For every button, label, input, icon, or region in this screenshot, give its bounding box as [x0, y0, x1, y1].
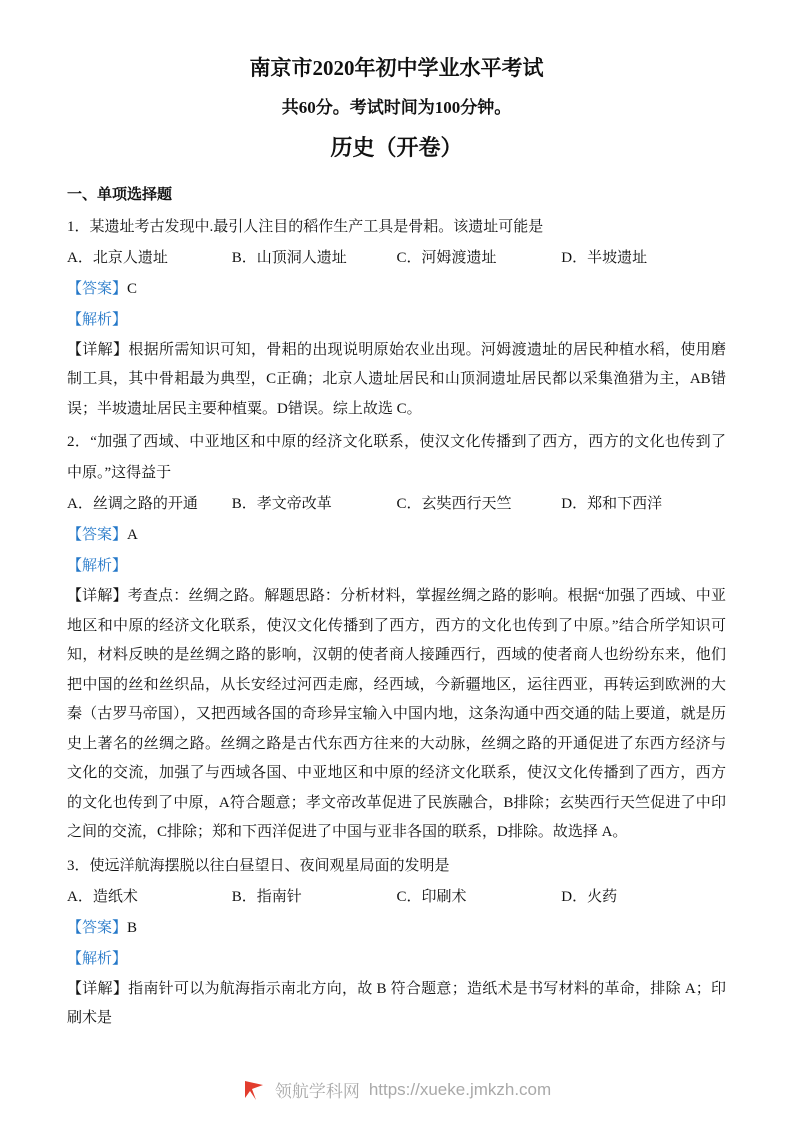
answer-label: 【答案】	[67, 919, 128, 936]
answer-line	[67, 274, 726, 305]
answer-line	[67, 913, 726, 944]
options-row	[67, 243, 726, 274]
analysis-label: 【解析】	[67, 950, 128, 967]
analysis-line	[67, 551, 726, 582]
option-b: B．指南针	[231, 888, 302, 905]
answer-value: B	[127, 919, 138, 936]
detail-text: 指南针可以为航海指示南北方向，故 B 符合题意；造纸术是书写材料的革命，排除 A；印刷术是	[67, 980, 726, 1027]
detail-text: 考查点：丝绸之路。解题思路：分析材料，掌握丝绸之路的影响。根据“加强了西域、中亚地区和中原的经济文化联系，使汉文化传播到了西方，西方的文化也传到了中原。”结合所学知识可知，材料反映的是丝绸之路的影响，汉朝的使者商人接踵西行，西域的使者商人也纷纷东来，他们把中国的丝和丝织品，从长安经过河西走廊，经西域，今新疆地区，运往西亚，再转运到欧洲的大秦（古罗马帝国），又把西域各国的奇珍异宝输入中国内地，这条沟通中西交通的陆上要道，就是历史上著名的丝绸之路。丝绸之路是古代东西方往来的大动脉，丝绸之路的开通促进了东西方经济与文化的交流，加强了与西域各国、中亚地区和中原的经济文化联系，使汉文化传播到了西方，西方的文化也传到了中原，A符合题意；孝文帝改革促进了民族融合，B排除；玄奘西行天竺促进了中印之间的交流，C排除；郑和下西洋促进了中国与亚非各国的联系，D排除。故选择 A。	[67, 588, 726, 841]
options-row	[67, 489, 726, 520]
detail-text: 根据所需知识可知，骨耜的出现说明原始农业出现。河姆渡遗址的居民种植水稻，使用磨制工具，其中骨耜最为典型，C正确；北京人遗址居民和山顶洞遗址居民都以采集渔猎为主，AB错误；半坡遗址居民主要种植粟。D错误。综上故选 C。	[67, 341, 726, 417]
options-row	[67, 882, 726, 913]
exam-instructions: 共60分。考试时间为100分钟。	[281, 98, 512, 118]
question-1	[67, 212, 726, 425]
answer-label: 【答案】	[67, 280, 128, 297]
question-stem: 3．使远洋航海摆脱以往白昼望日、夜间观星局面的发明是	[67, 857, 450, 874]
detail-paragraph	[67, 975, 726, 1034]
analysis-label: 【解析】	[67, 311, 128, 328]
analysis-line	[67, 944, 726, 975]
detail-label: 【详解】	[67, 341, 129, 358]
option-c: C．河姆渡遗址	[396, 249, 497, 266]
analysis-line	[67, 305, 726, 336]
watermark-url: https://xueke.jmkzh.com	[368, 1079, 552, 1099]
option-a: A．造纸术	[67, 888, 138, 905]
option-c: C．印刷术	[396, 888, 467, 905]
detail-paragraph	[67, 582, 726, 848]
option-d: D．火药	[561, 888, 618, 905]
question-stem: 2．“加强了西域、中亚地区和中原的经济文化联系，使汉文化传播到了西方，西方的文化也传到了中原。”这得益于	[67, 434, 726, 482]
detail-paragraph	[67, 336, 726, 425]
option-d: D．郑和下西洋	[561, 496, 663, 513]
detail-label: 【详解】	[67, 980, 129, 997]
question-3	[67, 851, 726, 1034]
question-stem: 1．某遗址考古发现中.最引人注目的稻作生产工具是骨耜。该遗址可能是	[67, 218, 544, 235]
question-2	[67, 427, 726, 848]
watermark-footer	[0, 1077, 793, 1102]
page-title: 南京市2020年初中学业水平考试	[249, 56, 544, 80]
option-a: A．北京人遗址	[67, 249, 168, 266]
watermark-site-name: 领航学科网	[274, 1082, 360, 1101]
option-c: C．玄奘西行天竺	[396, 496, 512, 513]
xueke-logo-icon	[242, 1078, 266, 1102]
option-a: A．丝调之路的开通	[67, 496, 198, 513]
subject-title: 历史（开卷）	[330, 135, 463, 161]
answer-value: A	[127, 527, 138, 544]
option-d: D．半坡遗址	[561, 249, 648, 266]
section-heading: 一、单项选择题	[67, 186, 173, 203]
answer-line	[67, 520, 726, 551]
detail-label: 【详解】	[67, 588, 128, 605]
option-b: B．孝文帝改革	[231, 496, 332, 513]
answer-value: C	[127, 280, 138, 297]
answer-label: 【答案】	[67, 527, 128, 544]
analysis-label: 【解析】	[67, 558, 128, 575]
option-b: B．山顶洞人遗址	[231, 249, 347, 266]
